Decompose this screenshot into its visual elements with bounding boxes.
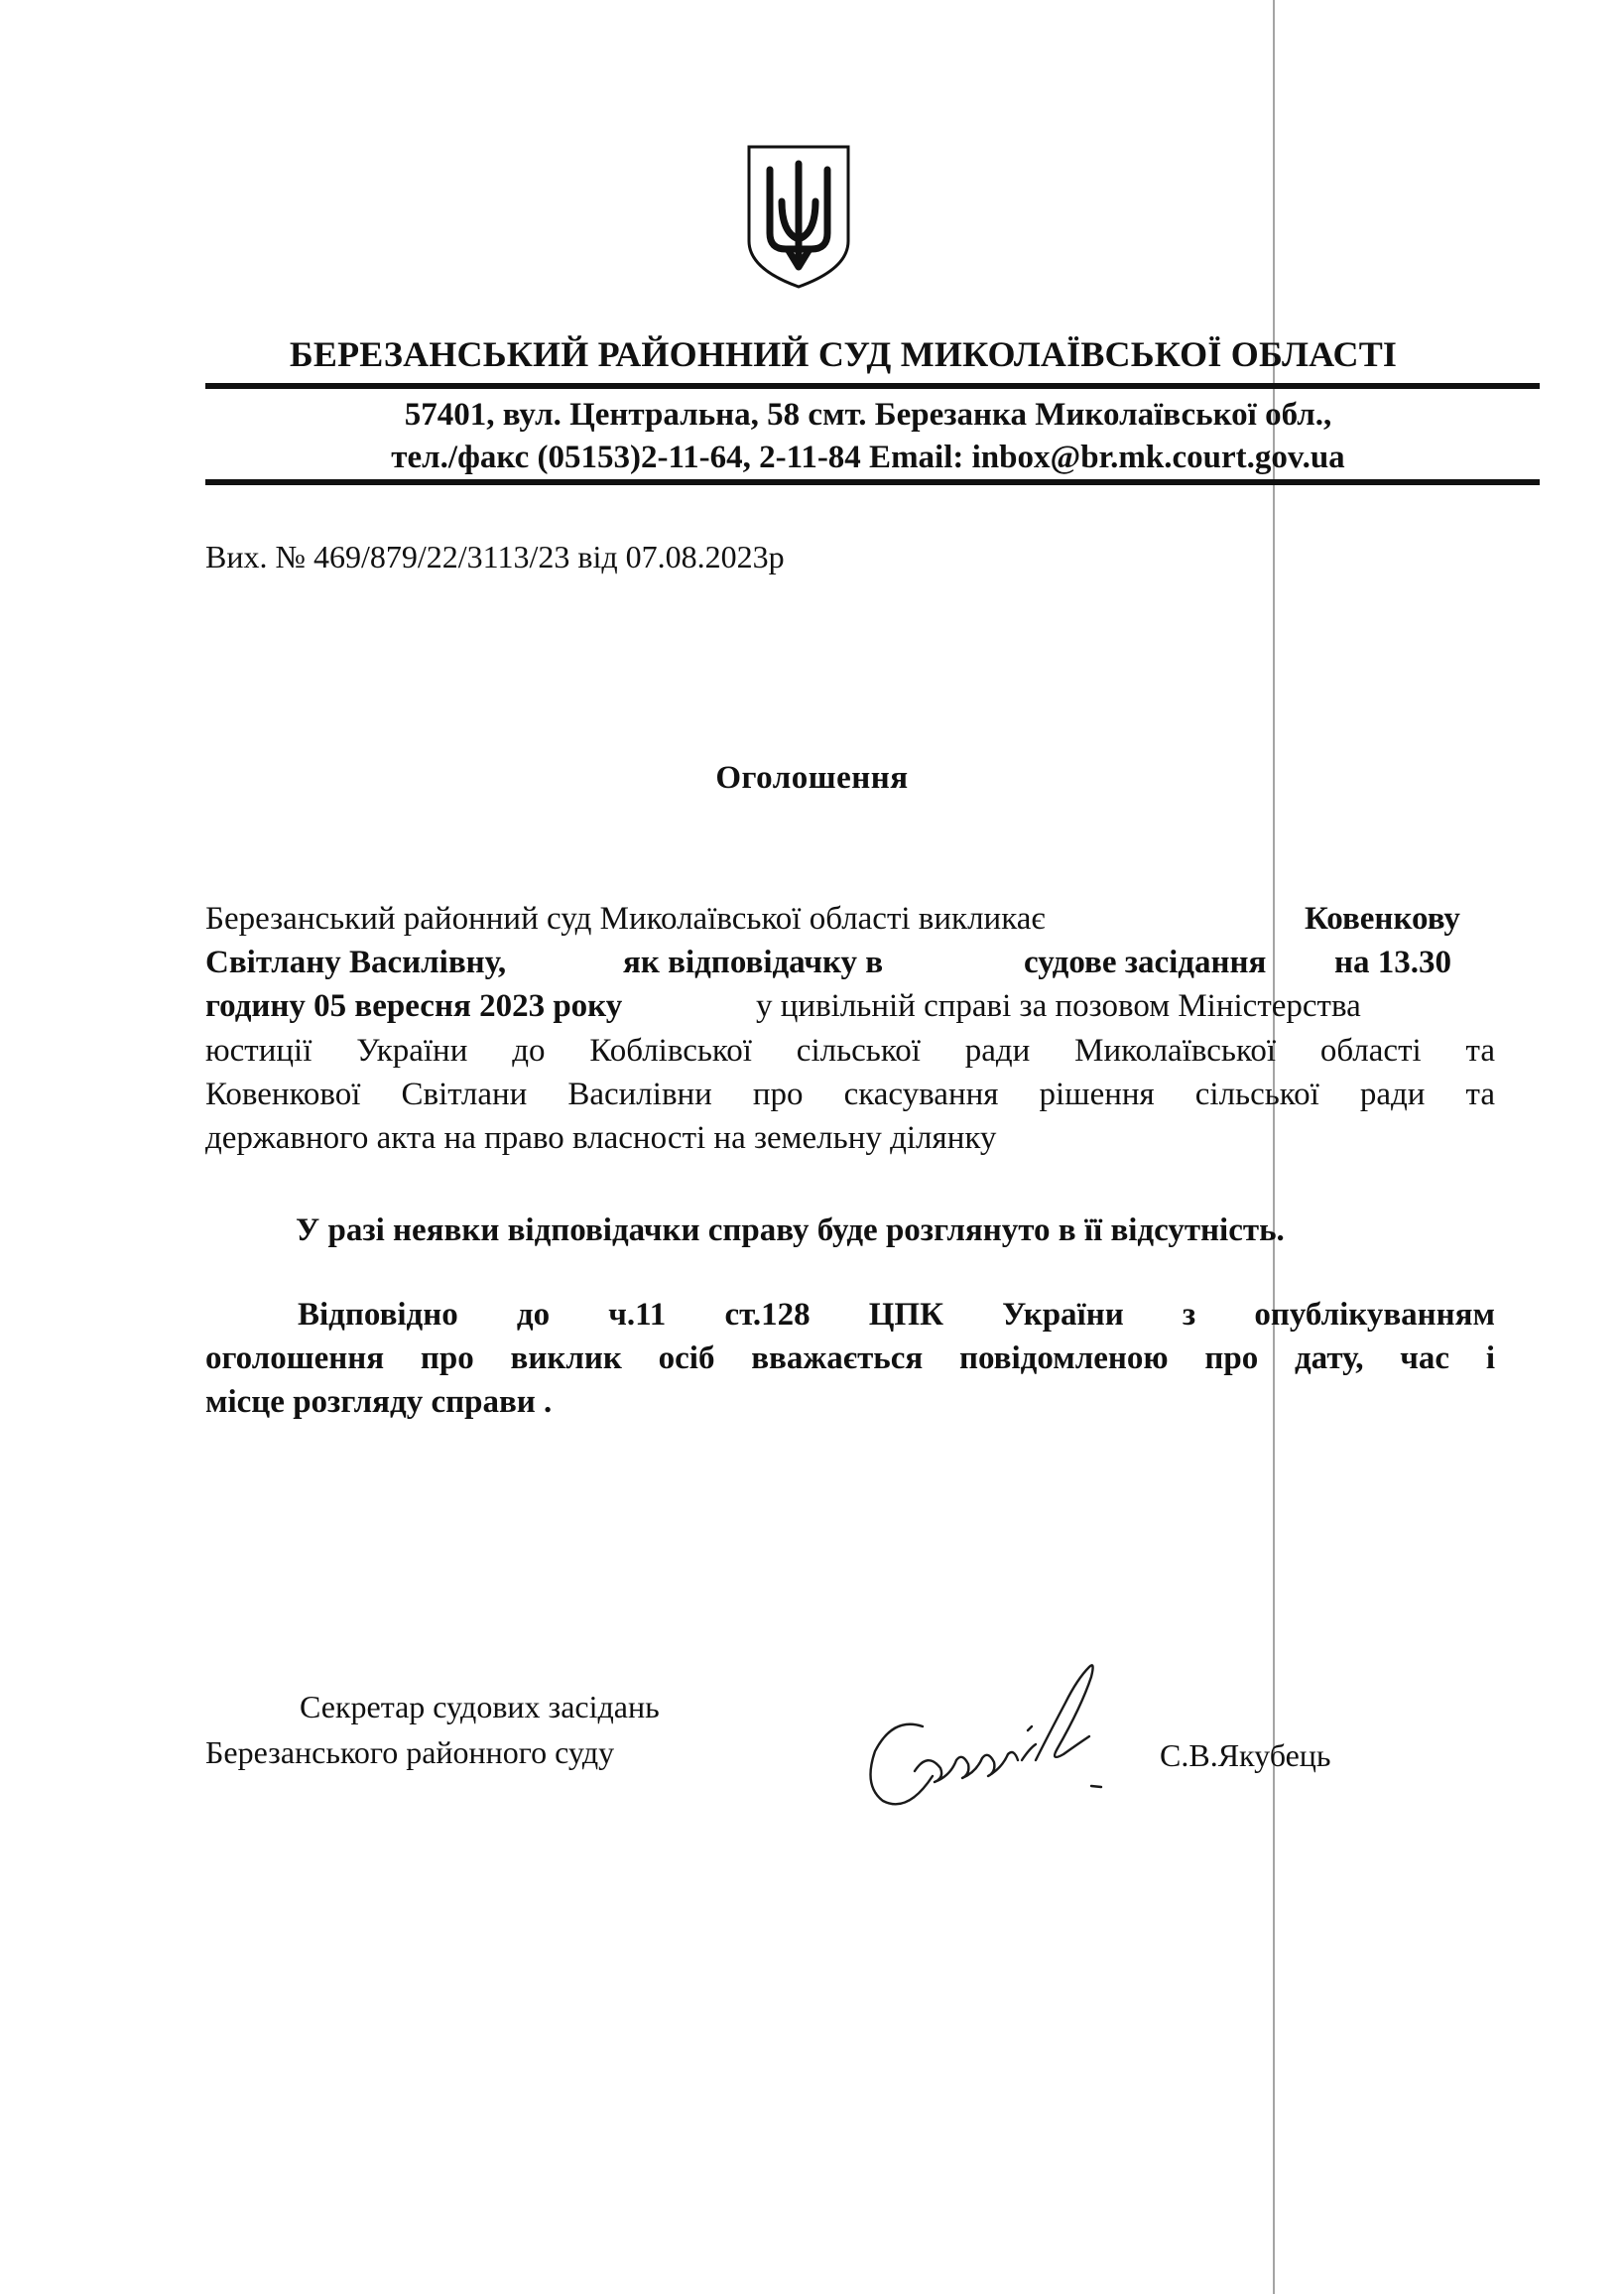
court-name: БЕРЕЗАНСЬКИЙ РАЙОННИЙ СУД МИКОЛАЇВСЬКОЇ ОБЛАСТІ	[289, 334, 1398, 374]
header-rule-top	[205, 383, 1540, 389]
document-title: Оголошення	[715, 760, 909, 796]
p1-line5: Ковенкової Світлани Василівни про скасування рішення сільської ради та	[205, 1077, 1495, 1112]
outgoing-number: Вих. № 469/879/22/3113/23 від 07.08.2023р	[205, 539, 785, 574]
signer-position-line2: Березанського районного суду	[205, 1734, 615, 1770]
p1-line1-b: Ковенкову	[1305, 901, 1460, 937]
p1-line6: державного акта на право власності на земельну ділянку	[205, 1120, 997, 1156]
court-address: 57401, вул. Центральна, 58 смт. Березанка Миколаївської обл.,	[404, 397, 1332, 433]
p1-line1-a: Березанський районний суд Миколаївської області викликає	[205, 901, 1046, 937]
handwritten-signature	[853, 1657, 1190, 1836]
absence-notice: У разі неявки відповідачки справу буде розглянуто в її відсутність.	[296, 1212, 1285, 1248]
header-rule-bottom	[205, 479, 1540, 485]
p1-line2-d: на 13.30	[1334, 945, 1452, 980]
p1-line2-a: Світлану Василівну,	[205, 945, 507, 980]
p1-line2-b: як відповідачку в	[623, 945, 884, 980]
p3-line1: Відповідно до ч.11 ст.128 ЦПК України з опублікуванням	[298, 1297, 1495, 1333]
p1-line3-a: годину 05 вересня 2023 року	[205, 988, 623, 1024]
court-contacts: тел./факс (05153)2-11-64, 2-11-84 Email: inbox@br.mk.court.gov.ua	[391, 440, 1345, 475]
p1-line4: юстиції України до Коблівської сільської ради Миколаївської області та	[205, 1033, 1495, 1069]
p3-line2: оголошення про виклик осіб вважається повідомленою про дату, час і	[205, 1340, 1495, 1376]
p1-line2-c: судове засідання	[1024, 945, 1267, 980]
signer-name: С.В.Якубець	[1160, 1737, 1331, 1773]
trident-coat-of-arms-icon	[744, 142, 853, 291]
p1-line3-b: у цивільній справі за позовом Міністерства	[756, 988, 1361, 1024]
p3-line3: місце розгляду справи .	[205, 1384, 553, 1420]
signer-position-line1: Секретар судових засідань	[300, 1689, 660, 1724]
